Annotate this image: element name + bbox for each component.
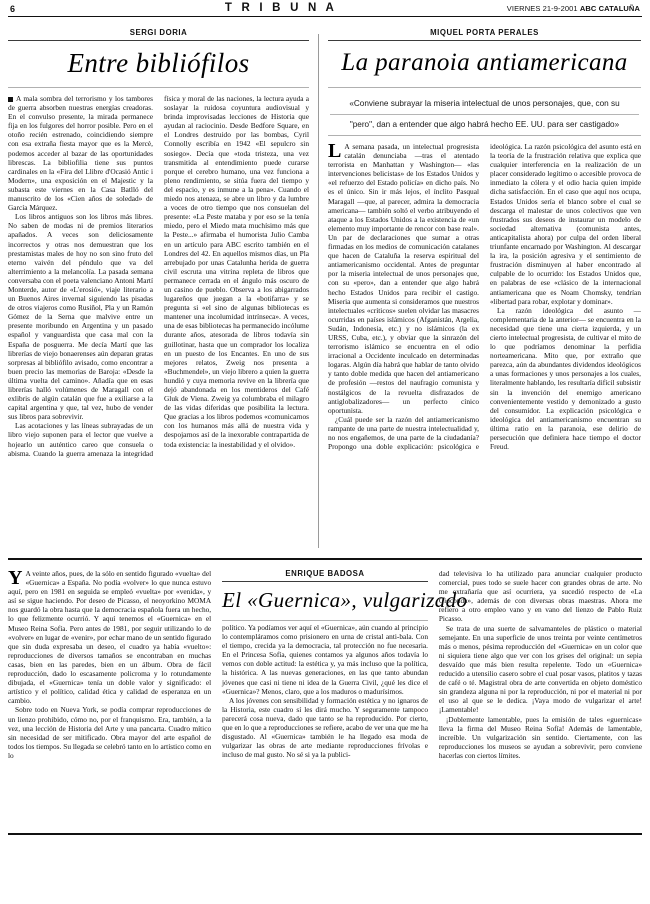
article-entre-bibliofilos	[8, 28, 318, 548]
guernica-column-2-body	[222, 623, 428, 759]
article-byline-right: MIQUEL PORTA PERALES	[430, 28, 539, 37]
page-folio: 6	[10, 4, 16, 14]
article-body-left	[8, 94, 309, 458]
paragraph: dad televisiva lo ha utilizado para anunciar cualquier producto comercial, pues todo se suele hacer con grandes obras de arte. No me extrañaría que así ocurriera, ya sucedió respecto de «La Gioconda», además de con diversas obras maestras. Ahora me refiero a otro empleo vano y en vano del lienzo de Pablo Ruiz Picasso.	[438, 569, 642, 624]
article-el-guernica-vulgarizado	[8, 569, 642, 827]
paragraph: ¿Cuál puede ser la razón del antiamericanismo rampante de una parte de nuestra intelectualidad y, no nos engañemos, de una parte de la ciudadanía? Propongo una doble explicación: psicológica e ideológica. La razón psicológica del asunto está en la teoría de la frustración relativa que explica que cualquier interferencia en la realización de un placer considerado legítimo o accesible provoca de inmediato la cólera y el odio hacia quien impide dicha satisfacción. En el caso que aquí nos ocupa, Estados Unidos sería el blanco sobre el cual se descarga el malestar de unos colectivos que ven frustrados sus deseos de instaurar un modelo de sociedad alternativa (comunista antes, anticapitalista ahora) por culpa del orden liberal triunfante encarnado por Washington. Al descargar la ira, la posición agresiva y el sentimiento de frustración disminuyen al haber encontrado al culpable de lo ocurrido: los Estados Unidos que, en palabras de ese «clásico de la internacional antiamericana que es Noam Chomsky, tendrían «libertad para robar, explotar y dominar».	[328, 142, 641, 452]
pull-quote-bottom-rule	[328, 135, 641, 136]
article-byline-left: SERGI DORIA	[129, 28, 188, 37]
issue-date: VIERNES 21-9-2001	[506, 4, 580, 13]
paragraph-text: A semana pasada, un intelectual progresista catalán denunciaba —tras el atentado terrorista en Manhattan y Washington— «las intervenciones belicistas» de los Estados Unidos y «el refuerzo del Estado policía» en dicho país. No es el único. Sin ir más lejos, el ínclito Pasqual Maragall —que, al parecer, admira la democracia americana— también soltó el verbo atribuyendo el ataque a los Estados Unidos a la existencia de «un elemento muy importante de rencor con base real». Un par de declaraciones que sumar a otras firmadas en los medios de comunicación catalanes que hacen de Cataluña la reserva espiritual del antiamericanismo occidental. Antes de preguntar por la miseria intelectual de unos personajes que, con su «pero», dan a entender que algo habrá hecho Estados Unidos para recibir el castigo. Miseria que aumenta si consideramos que nuestros intelectuales «críticos» suelen olvidar las masacres ocurridas en países islámicos (Afganistán, Argelia, Sudán, Indonesia, etc.) y no islámicos (la ex URSS, Cuba, etc.), y obviar que la sinrazón del terrorismo islámico se encuentra en el odio irracional a Occidente inculcado en determinadas logaras. Algún día habrá que hablar de tanto olvido y tanto doble medida que hacen del antiamericano de profesión —restos del naufragio comunista y nostálgicos de la revuelta disfrazados de antiglobalizadores— un perfecto cínico oportunista.	[328, 142, 479, 415]
article-headline-right: La paranoia antiamericana	[341, 49, 628, 76]
paragraph: La razón ideológica del asunto —complementaria de la anterior— se encuentra en la necesidad que tiene una cierta izquierda, y un cierto intelectual progresista, de cultivar el mito de lo que podríamos denominar la perfidia norteamericana. Mito que, por extraño que parezca, aún da abundantes dividendos ideológicos a unas formaciones y unos personajes a los cuales, literalmente hablando, les resultaría difícil subsistir sin la invención del enemigo americano convenientemente vestido y demonizado a gusto del consumidor. La explicación psicológica e ideológica del antiamericanismo encuentran su última ratio en la paranoia, ese delirio de persecución que definiera hace tiempo el doctor Freud.	[490, 305, 641, 452]
paragraph: Los libros antiguos son los libros más libres. No saben de modas ni de premios literarios apañados. A veces son deliciosamente incorrectos y otras nos demuestran que los prestamistas males de hoy no son sino fruto del eterno vaivén del péndulo que va del alterrimiento a la melancolía. La pasada semana conversaba con el poeta valenciano Antoni Martí Monterde, autor de «L'erosió», viaje literario a un Buenos Aires invernal siguiendo las pisadas de otros viajeros como Rusiñol, Pla y un Ramón Gómez de la Serna que malvive entre un presente moribundo en Argentina y un pasado español y vanguardista que casa mal con la España de posguerra. Me decía Martí que las librerías de viejo bonaerenses aún deparan gratas sorpresas al bibliófilo avisado, como encontrar a buen precio las memorias de Baroja: «Desde la última vuelta del camino». Añadía que en esas librerías halló volúmenes de Maragall con el exlibris de algún catalán que fue a exiliarse a la capital argentina y que, tal vez, hubo de vender sus libros para sobrevivir.	[8, 212, 153, 422]
article-la-paranoia-antiamericana	[319, 28, 641, 548]
paragraph: A los jóvenes con sensibilidad y formación estética y no ignaros de la Historia, este cuadro sí les dirá mucho. Y seguramente tampoco parecerá cosa nueva, dado que tanto se ha reproducido. Por cierto, que en lo que a reproducciones se refiere, acabo de ver una que me ha disgustado. Al «Guernica» también le ha llegado esa moda de vulgarizar las obras de arte mediante reproducciones frívolas e incluso de mal gusto. No sé si ya la publici-	[222, 695, 428, 760]
page-bottom-rule	[8, 833, 642, 835]
guernica-column-1	[8, 569, 211, 827]
column-gap	[211, 569, 222, 827]
article-body-right	[328, 142, 641, 451]
paragraph-text: A veinte años, pues, de la sólo en sentido figurado «vuelta» del «Guernica» a España. No podía «volver» lo que nunca estuvo aquí, pero en 1981 en seguida se empleó «vuelta» por «venida», y así se sigue haciendo. Por deseo de Picasso, el neoyorkino MOMA nos guardó la obra hasta que la democracia española fuera un hecho, lo que felizmente ocurrió. Y aquí tenemos el «Guernica» en el Museo Reina Sofía. Pero antes de 1981, por seguir utilizando lo de «volver» en lugar de «venir», por echar mano de un sentido figurado que sin duda expresaba un deseo, el cuadro ya había «vuelto»: reproducciones de diversos tamaños se encontraban en muchas casas, bien en las paredes, bien en un álbum. Obra de fácil reproducción, dado lo escasamente policroma y lo rotundamente dibujada, el «Guernica» tenía un doble valor y significado: el artístico y el político, calidad ética y calidad de esperanza en un cambio.	[8, 569, 212, 706]
paragraph: Sobre todo en Nueva York, se podía comprar reproducciones de un lienzo prohibido, cómo no, por el franquismo. Era, también, a la vez, una lección de Historia del Arte y una pancarta. Cuadro mítico sin necesidad de ser mitificado. Obra mayor del arte español de todos los tiempos. Su llegada se celebró tanto en lo artístico como en lo	[8, 705, 212, 760]
byline-rule-bottom	[222, 581, 428, 582]
paragraph	[328, 142, 479, 415]
guernica-column-3	[439, 569, 642, 827]
paragraph	[8, 569, 211, 705]
headline-rule-bottom	[222, 620, 428, 621]
article-headline-bottom: El «Guernica», vulgarizado	[222, 588, 468, 612]
paragraph-text: A mala sombra del terrorismo y los tambores de guerra absorben nuestras energías creadoras. En el convulso presente, la mirada permanece fija en los fulgores del horror posible. Pero en el otoño recién estrenado, coincidiendo siempre con esa extraña fiesta mayor que es la Mercè, podemos acceder al bazar de las oportunidades librescas. La bibliofilia tiene sus puntos cardinales en la «Fira del Llibre d'Ocasió Antic i Modern», una exposición en el Majestic y la subasta este viernes en la Casa Batlló del manuscrito de los «Cien años de soledad» de García Márquez.	[8, 94, 153, 213]
publication-name: ABC CATALUÑA	[579, 4, 640, 13]
masthead	[8, 0, 642, 17]
drop-cap-L: L	[328, 140, 342, 162]
paragraph: político. Ya podíamos ver aquí el «Guernica», aún cuando al principio lo contempláramos como prisionero en urna de cristal anti-bala. Con el tiempo, crecida ya la democracia, tal protección no fue necesaria. En el Princesa Sofía, quienes contamos ya algunos años todavía lo vemos con doble actitud: la estética y, ya más incluso que la política, la histórica. A las nuevas generaciones, en las que tanto abundan jóvenes que casi ni tiene ni idea de la Guerra Civil, ¿qué les dice el «Guernica»? Menos, claro, que a los maduros o madurísimos.	[222, 623, 428, 696]
byline-rule-right	[328, 40, 641, 41]
headline-rule-left	[8, 87, 309, 88]
section-title: T R I B U N A	[224, 2, 337, 14]
square-bullet-icon	[8, 97, 13, 102]
guernica-column-2	[222, 569, 468, 827]
byline-rule-left	[8, 40, 309, 41]
pull-quote	[328, 88, 641, 135]
drop-cap-Y: Y	[8, 567, 23, 589]
article-byline-bottom: ENRIQUE BADOSA	[285, 569, 365, 578]
paragraph: ¡Doblemente lamentable, pues la emisión de tales «guernicas» lleva la firma del Museo Reina Sofía! Además de lamentable, increíble. Un vulgarización sin sentido. Ciertamente, con las reproducciones los museos se ayudan a sobrevivir, pero conviene hacerlas con ciertos límites.	[438, 714, 642, 760]
paragraph: Se trata de una suerte de salvamanteles de plástico o material semejante. En una superficie de unos treinta por veinte centímetros más o menos, pésima reproducción del «Guernica» en un color que ni siquiera tiene algo que ver con los grises del original: un sepia desvaído que más bien resulta repelente. Todo un «Guernica» reducido a utensilio casero sobre el cual posar vasos, platitos y tazas de café o té. Magistral obra de arte convertida en objeto doméstico sin grandeza alguna ni por la reproducción, ni por el material ni por el uso al que se le dedica. ¡Vaya modo de vulgarizar el arte! ¡Lamentable!	[438, 623, 642, 715]
section-divider-rule	[8, 558, 642, 560]
article-headline-left: Entre bibliófilos	[67, 48, 250, 78]
column-gap	[428, 569, 439, 827]
paragraph	[8, 94, 153, 212]
paragraph: Las acotaciones y las líneas subrayadas de un libro viejo suponen para el lector que vuelve a hojearlo un auténtico careo que consuela o abisma. Cuando la guerra amenaza la integridad física y moral de las naciones, la lectura ayuda a soslayar la ruidosa coyuntura audiovisual y brinda improvisadas lecciones de Historia que ayudan al raciocinio. Desde Bedfore Square, en el Londres destruido por las bombas, Cyril Connolly escribía en 1942 «El sepulcro sin sosiego». Decía que «toda tristeza, una vez transmitida al entendimiento puede curarse porque el cerebro humano, una vez funciona a pleno rendimiento, se sitúa fuera del tiempo y del espacio, y es inmune a la pena». Cuando el miedo nos atenaza, se abre un libro y da lumbre a voces de otro tiempo que nos consuelan del presente: «La Peste mataba y por eso se la tenía miedo, pero el Miedo mata muchísimo más que la Peste...» afirmaba el humorista Julio Camba en un artículo para ABC escrito también en el Londres del 42. En aquellos mismos días, un Pla arrebujado por unas Catalunha herida de guerra civil escruta una vitrina repleta de libros que permanece cerrada en el ángulo más oscuro de un casino de pueblo. Observa a los abigarrados lugareños que juegan a la «botifarra» y se pregunta si «el sino de algunas bibliotecas es mantener una incolumidad intrínseca». A veces, una de esas bibliotecas ha permanecido incólume durante años, atesorada de libros todavía sin guillotinar, hasta que un comprador los localiza en un puesto de los Encantes. En uno de sus mejores relatos, Zweig nos presenta a «Buchmendel», un viejo librero a quien la guerra hundió y cuya memoria revive en la librería que dejó abandonada en los mentideros del Café Gluk de Viena. Zweig ya columbraba el milagro de las vidas diferidas que posibilita la lectura. Que gracias a los libros podemos «comunicarnos con los humanos más allá de nuestra vida y despojarnos así de la inexorable contrapartida de toda existencia: la inestabilidad y el olvido».	[8, 94, 309, 458]
top-articles-zone	[8, 28, 642, 548]
pull-quote-line-2: "pero", dan a entender que algo habrá hecho EE. UU. para ser castigado»	[349, 120, 620, 129]
pull-quote-line-1: «Conviene subrayar la miseria intelectual de unos personajes, que, con su	[349, 99, 620, 108]
masthead-date-publication	[507, 4, 640, 14]
